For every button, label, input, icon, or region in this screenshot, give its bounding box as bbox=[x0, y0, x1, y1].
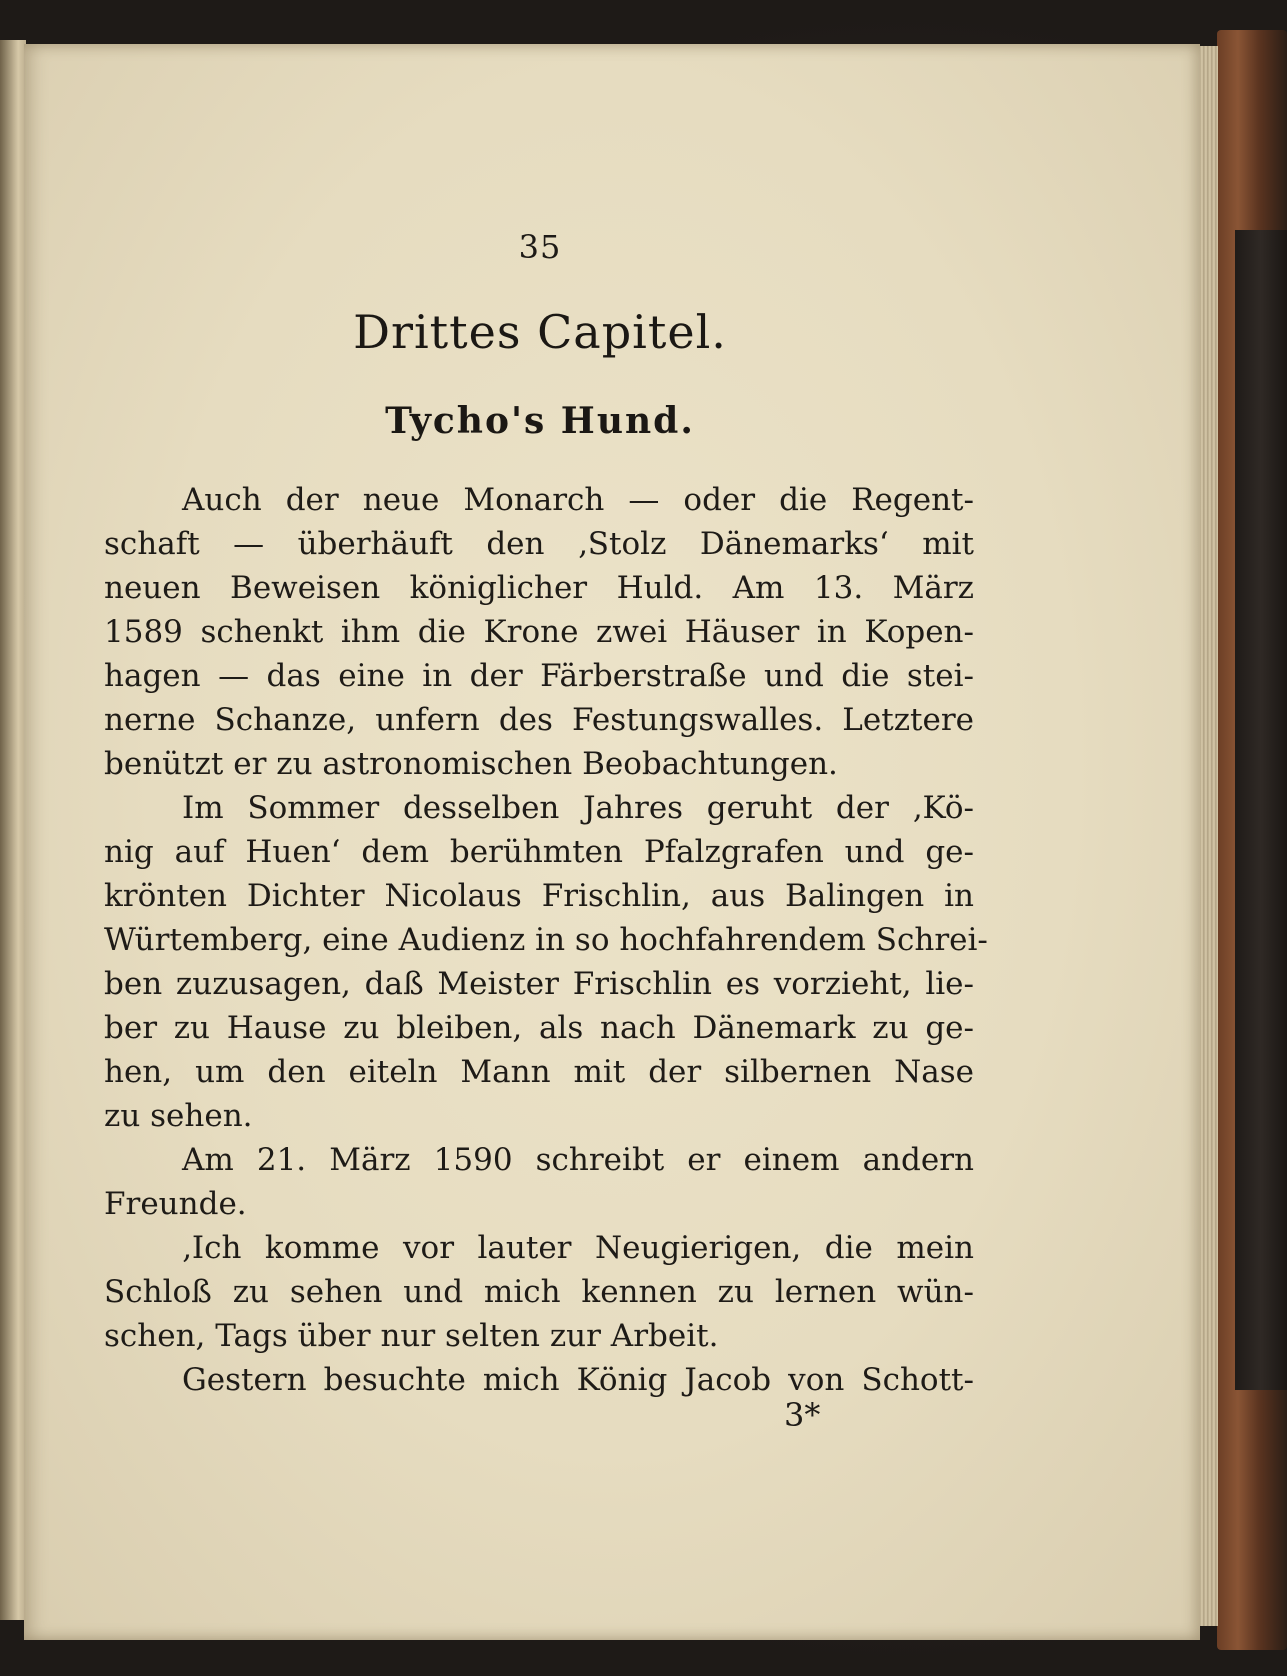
body-text bbox=[104, 478, 988, 1402]
text-line: nig auf Huen‘ dem berühmten Pfalzgrafen und ge- bbox=[104, 834, 974, 870]
left-page-edge bbox=[0, 40, 26, 1620]
text-line: Würtemberg, eine Audienz in so hochfahrendem Schrei- bbox=[104, 922, 988, 958]
book-cover-right bbox=[1217, 30, 1287, 1650]
text-line: Auch der neue Monarch — oder die Regent- bbox=[182, 482, 974, 518]
text-line: nerne Schanze, unfern des Festungswalles. Letztere bbox=[104, 702, 974, 738]
text-line: schen, Tags über nur selten zur Arbeit. bbox=[104, 1318, 719, 1354]
text-line: Freunde. bbox=[104, 1186, 247, 1222]
text-line: 1589 schenkt ihm die Krone zwei Häuser in Kopen- bbox=[104, 614, 974, 650]
cover-leather-band bbox=[1235, 230, 1287, 1390]
section-title: Tycho's Hund. bbox=[385, 400, 695, 442]
text-line: benützt er zu astronomischen Beobachtungen. bbox=[104, 746, 838, 782]
text-line: hen, um den eiteln Mann mit der silbernen Nase bbox=[104, 1054, 974, 1090]
text-line: zu sehen. bbox=[104, 1098, 253, 1134]
text-line: schaft — überhäuft den ‚Stolz Dänemarks‘ mit bbox=[104, 526, 974, 562]
text-line: ben zuzusagen, daß Meister Frischlin es vorzieht, lie- bbox=[104, 966, 974, 1002]
signature-mark: 3* bbox=[784, 1396, 821, 1434]
text-line: hagen — das eine in der Färberstraße und die stei- bbox=[104, 658, 974, 694]
text-line: ‚Ich komme vor lauter Neugierigen, die mein bbox=[182, 1230, 974, 1266]
text-line: ber zu Hause zu bleiben, als nach Dänemark zu ge- bbox=[104, 1010, 974, 1046]
text-line: Schloß zu sehen und mich kennen zu lernen wün- bbox=[104, 1274, 974, 1310]
text-line: Gestern besuchte mich König Jacob von Schott- bbox=[182, 1362, 974, 1398]
text-line: krönten Dichter Nicolaus Frischlin, aus Balingen in bbox=[104, 878, 974, 914]
text-line: Im Sommer desselben Jahres geruht der ‚Kö- bbox=[182, 790, 974, 826]
chapter-title: Drittes Capitel. bbox=[353, 305, 727, 359]
text-line: neuen Beweisen königlicher Huld. Am 13. März bbox=[104, 570, 974, 606]
text-line: Am 21. März 1590 schreibt er einem andern bbox=[182, 1142, 974, 1178]
page-number: 35 bbox=[518, 228, 562, 266]
